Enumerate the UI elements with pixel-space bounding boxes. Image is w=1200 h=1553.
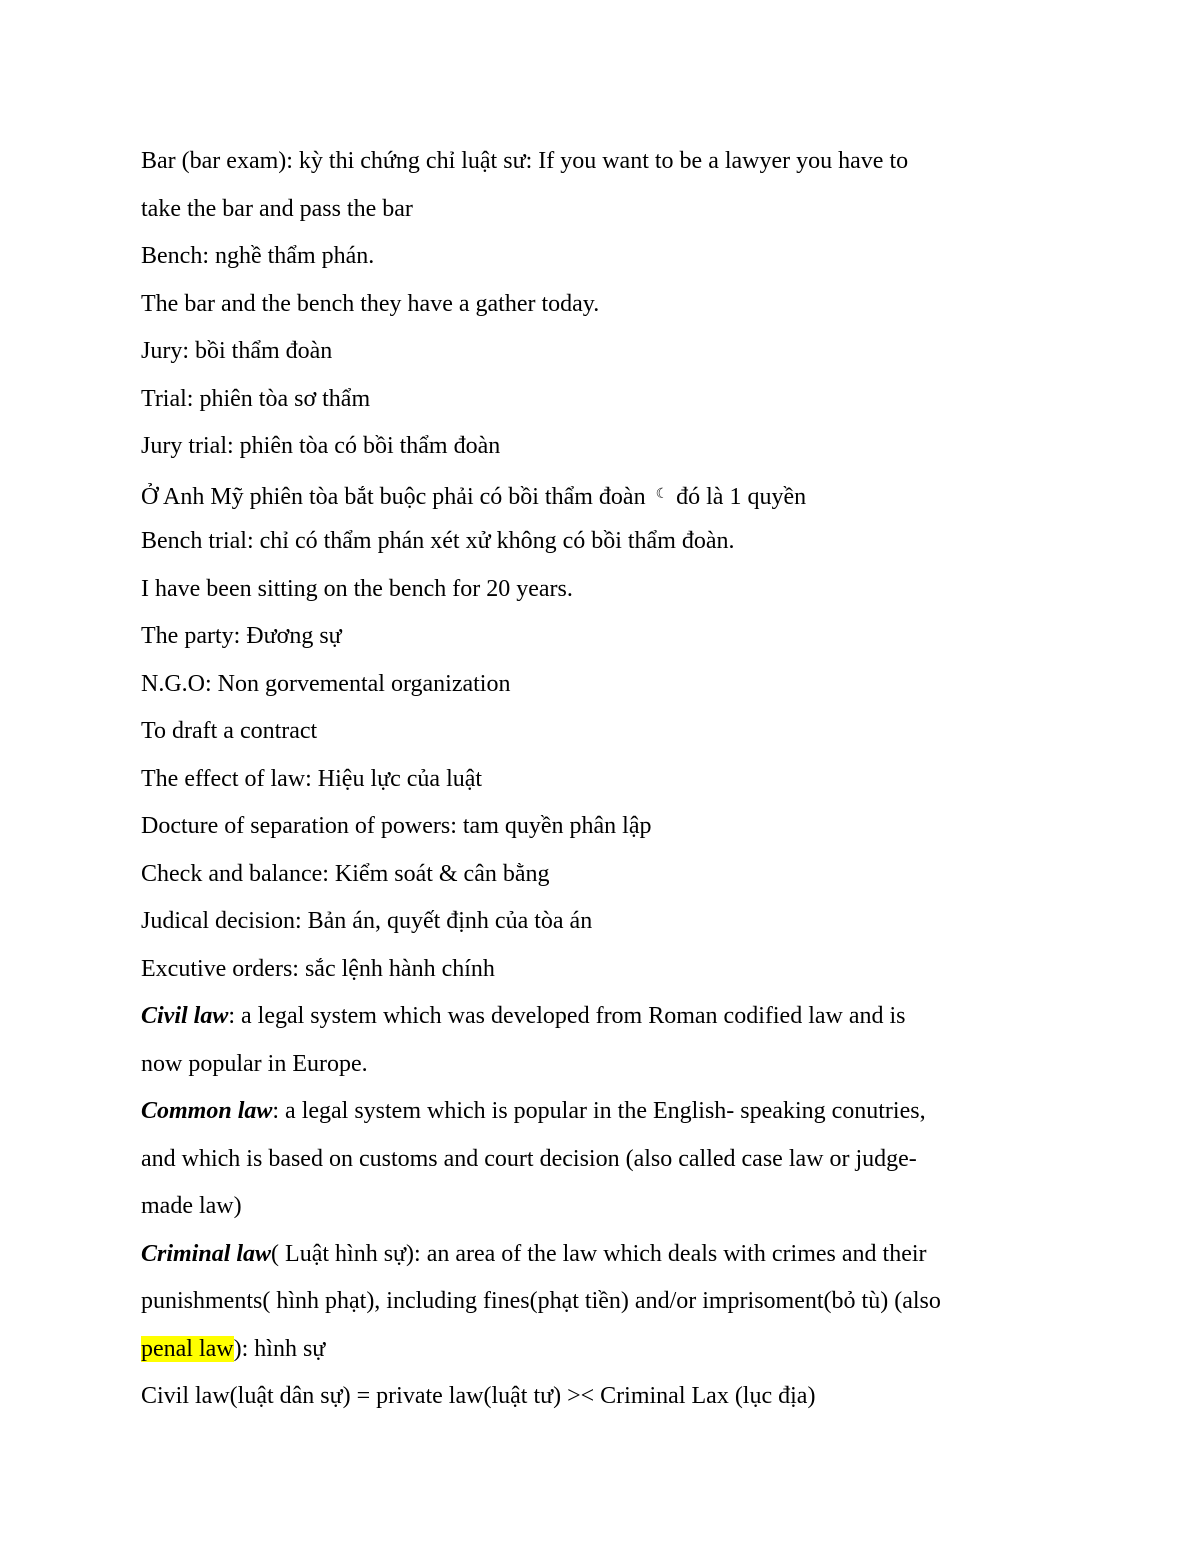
line-common-law-def bbox=[141, 1088, 1071, 1136]
line-criminal-law-def bbox=[141, 1231, 1071, 1279]
line-bar-and-bench: The bar and the bench they have a gather today. bbox=[141, 290, 600, 317]
line-jury-trial: Jury trial: phiên tòa có bồi thẩm đoàn bbox=[141, 433, 501, 459]
penal-law-rest: ): hình sự bbox=[233, 1335, 326, 1362]
line-bar-exam-cont: take the bar and pass the bar bbox=[141, 195, 413, 222]
line-penal-law bbox=[141, 1326, 1071, 1374]
common-law-definition: : a legal system which is popular in the English- speaking conutries, bbox=[272, 1098, 926, 1124]
term-criminal-law: Criminal law bbox=[141, 1240, 272, 1267]
line-separation-of-powers: Docture of separation of powers: tam quyền phân lập bbox=[141, 813, 652, 839]
line-excutive-orders: Excutive orders: sắc lệnh hành chính bbox=[141, 955, 495, 982]
document-body bbox=[141, 138, 1071, 1421]
line-civil-law-def bbox=[141, 993, 1071, 1041]
line-effect-of-law: The effect of law: Hiệu lực của luật bbox=[141, 765, 483, 792]
line-ngo: N.G.O: Non gorvemental organization bbox=[141, 670, 511, 697]
line-criminal-law-cont: punishments( hình phạt), including fines(phạt tiền) and/or imprisoment(bỏ tù) (also bbox=[141, 1288, 941, 1314]
line-bench-trial: Bench trial: chỉ có thẩm phán xét xử không có bồi thẩm đoàn. bbox=[141, 528, 735, 554]
line-bar-exam: Bar (bar exam): kỳ thi chứng chỉ luật sư: If you want to be a lawyer you have to bbox=[141, 148, 909, 174]
criminal-law-definition: ( Luật hình sự): an area of the law which deals with crimes and their bbox=[271, 1240, 927, 1267]
line-bench: Bench: nghề thẩm phán. bbox=[141, 243, 375, 269]
line-anh-my-before: Ở Anh Mỹ phiên tòa bắt buộc phải có bồi thẩm đoàn bbox=[141, 483, 646, 510]
moon-symbol-icon: ☾ bbox=[655, 486, 669, 502]
line-common-law-cont-2: made law) bbox=[141, 1193, 242, 1219]
line-civil-law-cont: now popular in Europe. bbox=[141, 1050, 368, 1077]
term-common-law: Common law bbox=[141, 1098, 273, 1124]
line-sitting-on-bench: I have been sitting on the bench for 20 years. bbox=[141, 575, 573, 602]
line-jury: Jury: bồi thẩm đoàn bbox=[141, 338, 333, 364]
term-civil-law: Civil law bbox=[141, 1003, 229, 1029]
line-anh-my-after: đó là 1 quyền bbox=[676, 483, 807, 510]
highlighted-penal-law: penal law bbox=[141, 1335, 234, 1362]
line-check-and-balance: Check and balance: Kiểm soát & cân bằng bbox=[141, 860, 550, 887]
line-trial: Trial: phiên tòa sơ thẩm bbox=[141, 385, 371, 412]
line-anh-my bbox=[141, 471, 1071, 519]
line-judical-decision: Judical decision: Bản án, quyết định của tòa án bbox=[141, 908, 593, 934]
line-common-law-cont: and which is based on customs and court decision (also called case law or judge- bbox=[141, 1145, 917, 1172]
line-the-party: The party: Đương sự bbox=[141, 623, 342, 649]
line-draft-contract: To draft a contract bbox=[141, 718, 318, 744]
civil-law-definition: : a legal system which was developed from Roman codified law and is bbox=[228, 1003, 906, 1029]
line-civil-vs-criminal: Civil law(luật dân sự) = private law(luật tư) >< Criminal Lax (lục địa) bbox=[141, 1383, 816, 1409]
